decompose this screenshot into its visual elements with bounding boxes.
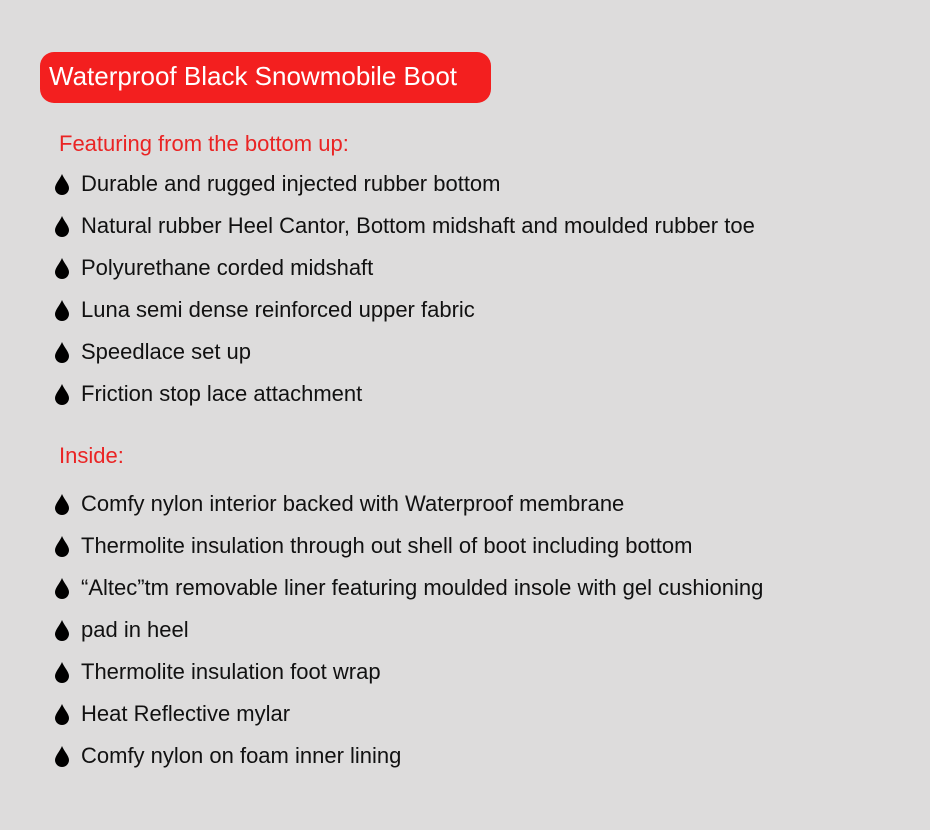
- feature-list: [54, 163, 755, 415]
- list-item-text: Friction stop lace attachment: [81, 381, 363, 406]
- list-item: [54, 483, 763, 525]
- list-item-text: Speedlace set up: [81, 339, 252, 364]
- list-item: [54, 205, 755, 247]
- list-item-text: Durable and rugged injected rubber bottom: [81, 171, 501, 196]
- list-item-text: Thermolite insulation through out shell of boot including bottom: [81, 533, 693, 558]
- list-item-text: Comfy nylon on foam inner lining: [81, 743, 402, 768]
- list-item-text: Heat Reflective mylar: [81, 701, 291, 726]
- list-item: [54, 651, 763, 693]
- water-drop-icon: [54, 661, 70, 683]
- water-drop-icon: [54, 173, 70, 195]
- water-drop-icon: [54, 745, 70, 767]
- section-heading-featuring: Featuring from the bottom up:: [59, 131, 349, 156]
- list-item: [54, 567, 763, 609]
- list-item: [54, 609, 763, 651]
- list-item-text: Polyurethane corded midshaft: [81, 255, 374, 280]
- list-item-text: Natural rubber Heel Cantor, Bottom midshaft and moulded rubber toe: [81, 213, 755, 238]
- list-item: [54, 289, 755, 331]
- title-banner: [40, 52, 491, 103]
- list-item-text: “Altec”tm removable liner featuring moulded insole with gel cushioning: [81, 575, 764, 600]
- list-item: [54, 331, 755, 373]
- list-item-text: Thermolite insulation foot wrap: [81, 659, 381, 684]
- water-drop-icon: [54, 703, 70, 725]
- list-item: [54, 525, 763, 567]
- section-heading-inside: Inside:: [59, 443, 124, 468]
- water-drop-icon: [54, 493, 70, 515]
- list-item-text: pad in heel: [81, 617, 189, 642]
- page-title: Waterproof Black Snowmobile Boot: [49, 61, 458, 91]
- water-drop-icon: [54, 619, 70, 641]
- list-item: [54, 735, 763, 777]
- list-item: [54, 163, 755, 205]
- list-item: [54, 373, 755, 415]
- water-drop-icon: [54, 577, 70, 599]
- water-drop-icon: [54, 257, 70, 279]
- list-item: [54, 693, 763, 735]
- water-drop-icon: [54, 341, 70, 363]
- water-drop-icon: [54, 535, 70, 557]
- list-item-text: Luna semi dense reinforced upper fabric: [81, 297, 475, 322]
- list-item-text: Comfy nylon interior backed with Waterproof membrane: [81, 491, 625, 516]
- list-item: [54, 247, 755, 289]
- water-drop-icon: [54, 299, 70, 321]
- water-drop-icon: [54, 215, 70, 237]
- inside-list: [54, 483, 763, 777]
- water-drop-icon: [54, 383, 70, 405]
